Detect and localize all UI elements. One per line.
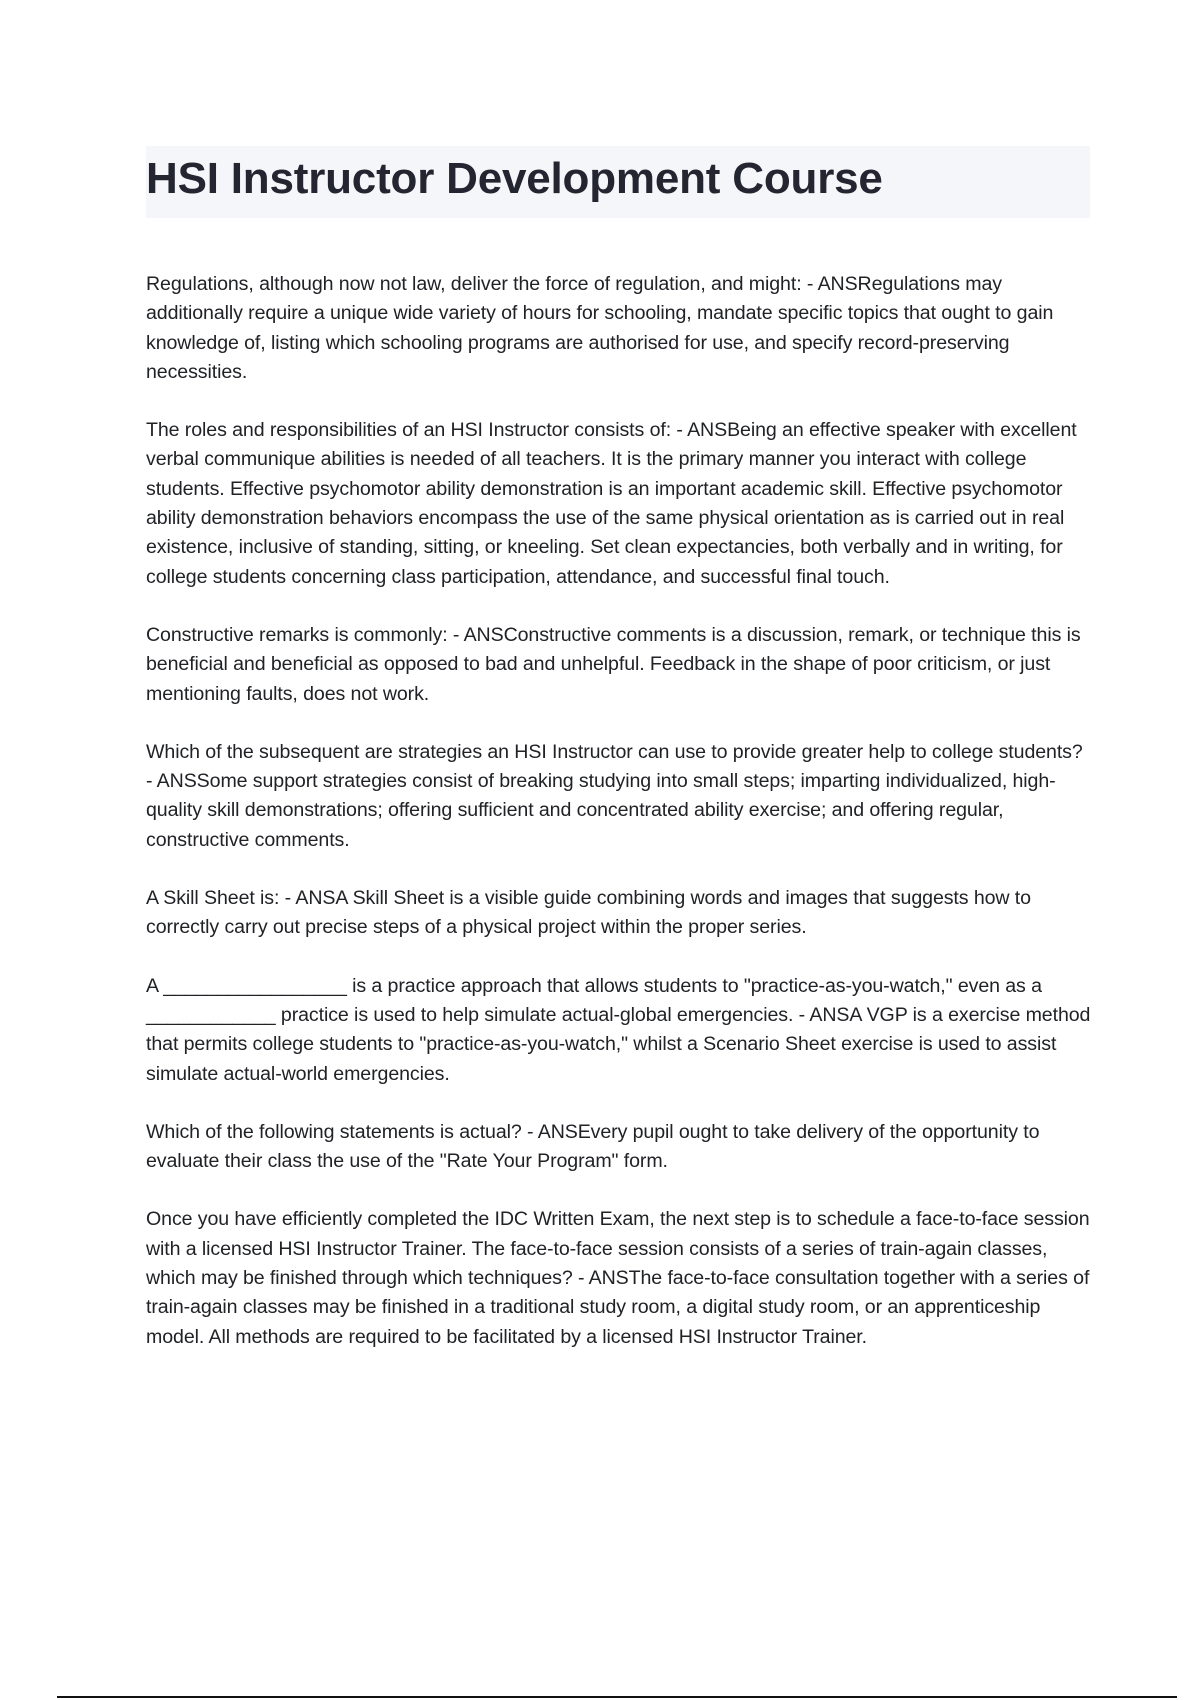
- qa-entry: Which of the subsequent are strategies an HSI Instructor can use to provide greater help to college students? - ANSSome support strategies consist of breaking studying into small steps; imparting individualized, high-quality skill demonstrations; offering sufficient and concentrated ability exercise; and offering regular, constructive comments.: [146, 740, 1083, 851]
- page-title: HSI Instructor Development Course: [146, 154, 883, 203]
- page-bottom-divider: [57, 1696, 1177, 1698]
- qa-list: [146, 270, 1092, 1381]
- qa-entry: A Skill Sheet is: - ANSA Skill Sheet is a visible guide combining words and images that suggests how to correctly carry out precise steps of a physical project within the proper series.: [146, 887, 1031, 939]
- qa-entry: The roles and responsibilities of an HSI Instructor consists of: - ANSBeing an effective speaker with excellent verbal communique abilities is needed of all teachers. It is the primary manner you interact with college students. Effective psychomotor ability demonstration is an important academic skill. Effective psychomotor ability demonstration behaviors encompass the use of the same physical orientation as is carried out in real existence, inclusive of standing, sitting, or kneeling. Set clean expectancies, both verbally and in writing, for college students concerning class participation, attendance, and successful final touch.: [146, 419, 1077, 588]
- qa-entry: Once you have efficiently completed the IDC Written Exam, the next step is to schedule a face-to-face session with a licensed HSI Instructor Trainer. The face-to-face session consists of a series of train-again classes, which may be finished through which techniques? - ANSThe face-to-face consultation together with a series of train-again classes may be finished in a traditional study room, a digital study room, or an apprenticeship model. All methods are required to be facilitated by a licensed HSI Instructor Trainer.: [146, 1208, 1090, 1348]
- qa-entry: A _________________ is a practice approach that allows students to "practice-as-you-watch," even as a ____________ practice is used to help simulate actual-global emergencies. - ANSA VGP is a exercise method that permits college students to "practice-as-you-watch," whilst a Scenario Sheet exercise is used to assist simulate actual-world emergencies.: [146, 974, 1091, 1085]
- qa-entry: Regulations, although now not law, deliver the force of regulation, and might: - ANSRegulations may additionally require a unique wide variety of hours for schooling, mandate specific topics that ought to gain knowledge of, listing which schooling programs are authorised for use, and specify record-preserving necessities.: [146, 273, 1054, 383]
- title-banner: [146, 146, 1090, 218]
- qa-entry: Constructive remarks is commonly: - ANSConstructive comments is a discussion, remark, or technique this is beneficial and beneficial as opposed to bad and unhelpful. Feedback in the shape of poor criticism, or just mentioning faults, does not work.: [146, 623, 1081, 705]
- qa-entry: Which of the following statements is actual? - ANSEvery pupil ought to take delivery of the opportunity to evaluate their class the use of the "Rate Your Program" form.: [146, 1120, 1040, 1173]
